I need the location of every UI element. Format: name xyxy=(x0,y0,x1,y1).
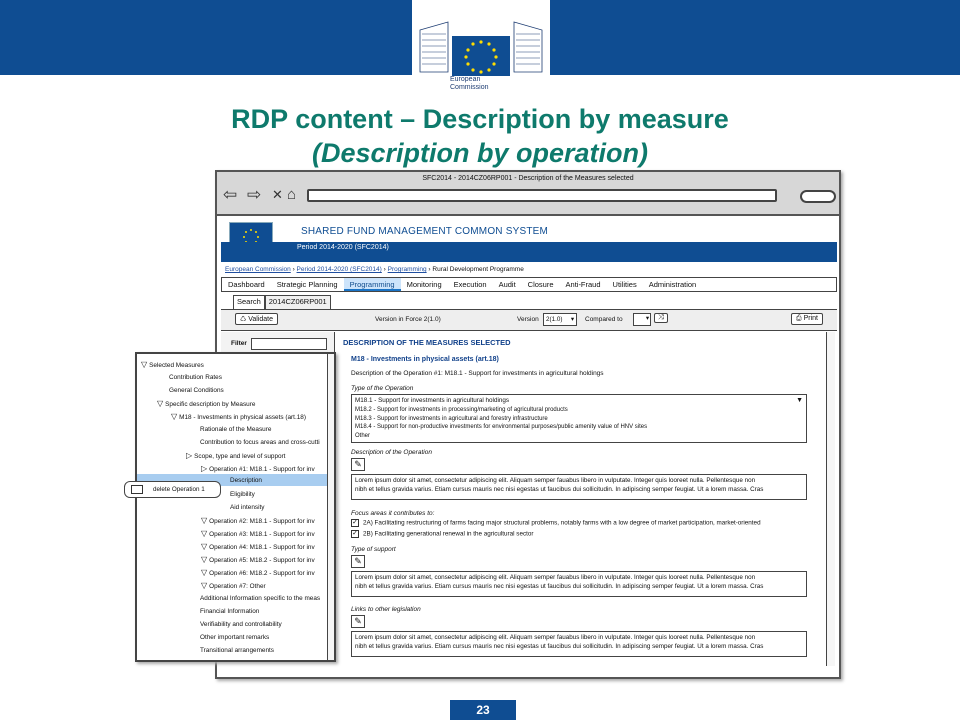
focus-label: Focus areas it contributes to: xyxy=(351,510,435,517)
focus-item-2-label: 2B) Facilitating generational renewal in the agricultural sector xyxy=(363,530,534,538)
description-text-1: Lorem ipsum dolor sit amet, consectetur adipiscing elit. Aliquam semper fauabus libero in vulputate. Integer quis looreet nulla. Pellentesque non xyxy=(355,477,756,484)
chevron-down-icon: ▼ xyxy=(796,397,803,404)
menu-anti-fraud[interactable]: Anti-Fraud xyxy=(565,280,601,289)
tree-item[interactable] xyxy=(200,633,269,642)
tab-bar xyxy=(233,295,331,309)
type-option-4[interactable]: Other xyxy=(355,432,371,439)
links-text-2: nibh et tellus gravida varius. Etiam cursus mauris nec nisi egestas ut faucibus dui sollicitudin. In adipiscing semper feugiat. Ut a lorem massa. Cras xyxy=(355,643,764,650)
triangle-down-icon: ▽ xyxy=(171,412,178,421)
description-text-2: nibh et tellus gravida varius. Etiam cursus mauris nec nisi egestas ut faucibus dui sollicitudin. In adipiscing semper feugiat. Ut a lorem massa. Cras xyxy=(355,486,764,493)
triangle-down-icon: ▽ xyxy=(201,516,208,525)
tree-item[interactable] xyxy=(200,594,320,603)
menu-closure[interactable]: Closure xyxy=(527,280,554,289)
tab-search[interactable]: Search xyxy=(233,295,265,309)
measure-tree xyxy=(135,352,336,662)
menu-programming[interactable]: Programming xyxy=(344,278,401,291)
description-label: Description of the Operation xyxy=(351,449,432,456)
tree-item[interactable] xyxy=(200,620,282,629)
tree-item-label: Additional Information specific to the meas xyxy=(200,595,321,602)
printer-icon: ⎙ xyxy=(796,315,802,322)
version-select-value: 2(1.0) xyxy=(546,316,563,323)
tree-item-label: Operation #5: M18.2 - Support for inv xyxy=(209,557,315,564)
pencil-icon[interactable]: ✎ xyxy=(351,615,365,628)
version-label: Version xyxy=(517,316,539,323)
links-label: Links to other legislation xyxy=(351,606,421,613)
home-icon[interactable]: ⌂ xyxy=(287,186,297,203)
compared-to-label: Compared to xyxy=(585,316,623,323)
content-scrollbar[interactable] xyxy=(826,332,835,666)
app-name: SHARED FUND MANAGEMENT COMMON SYSTEM xyxy=(301,226,549,237)
tree-item-label: Operation #2: M18.1 - Support for inv xyxy=(209,518,315,525)
tree-item-label: Verifiability and controllability xyxy=(200,621,282,628)
compared-to-select[interactable] xyxy=(633,313,651,326)
sfc-header xyxy=(221,222,837,244)
tree-item-label: Rationale of the Measure xyxy=(200,426,272,433)
tree-item[interactable] xyxy=(201,542,315,552)
version-in-force xyxy=(375,316,441,323)
tree-item[interactable] xyxy=(201,529,315,539)
delete-icon xyxy=(131,485,143,494)
address-bar[interactable] xyxy=(307,189,777,202)
context-menu-label: delete Operation 1 xyxy=(153,486,205,493)
breadcrumb: European Commission › Period 2014-2020 (SFC2014) › Programming › Rural Development Programme xyxy=(225,266,524,273)
tree-item-label: Financial Information xyxy=(200,608,260,615)
tree-item-label: Selected Measures xyxy=(149,362,204,369)
main-content xyxy=(337,332,825,666)
version-select[interactable] xyxy=(543,313,577,326)
description-field[interactable] xyxy=(351,474,807,500)
tree-item-label: Specific description by Measure xyxy=(165,401,256,408)
compare-button[interactable] xyxy=(654,313,668,323)
filter-label: Filter xyxy=(231,340,247,347)
tree-item-label: Operation #4: M18.1 - Support for inv xyxy=(209,544,315,551)
version-in-force-value: 2(1.0) xyxy=(423,316,441,323)
tree-item[interactable] xyxy=(169,386,224,395)
forward-arrow-icon[interactable]: ⇨ xyxy=(247,185,262,204)
toolbar xyxy=(221,309,837,331)
checkbox-checked[interactable]: ✓ xyxy=(352,519,358,526)
content-heading: DESCRIPTION OF THE MEASURES SELECTED xyxy=(343,338,511,347)
tree-item[interactable] xyxy=(200,607,259,616)
checkbox-checked[interactable]: ✓ xyxy=(352,530,358,537)
triangle-down-icon: ▽ xyxy=(201,542,208,551)
close-icon[interactable]: ✕ xyxy=(272,187,283,202)
menu-audit[interactable]: Audit xyxy=(498,280,516,289)
breadcrumb-link-3[interactable]: Programming xyxy=(387,266,427,273)
validate-icon: ♺ xyxy=(240,316,247,323)
support-text-2: nibh et tellus gravida varius. Etiam cursus mauris nec nisi egestas ut faucibus dui sollicitudin. In adipiscing semper feugiat. Ut a lorem massa. Cras xyxy=(355,583,764,590)
ec-building-icon xyxy=(412,0,550,76)
tree-item[interactable] xyxy=(201,568,315,578)
main-menu xyxy=(221,277,837,292)
triangle-down-icon: ▽ xyxy=(201,529,208,538)
tree-item-label: Contribution to focus areas and cross-cutti xyxy=(200,439,320,446)
tree-item[interactable] xyxy=(200,438,320,447)
links-text-1: Lorem ipsum dolor sit amet, consectetur adipiscing elit. Aliquam semper fauabus libero in vulputate. Integer quis looreet nulla. Pellentesque non xyxy=(355,634,756,641)
slide-subtitle: (Description by operation) xyxy=(311,138,649,168)
tab-programme[interactable]: 2014CZ06RP001 xyxy=(265,295,331,309)
validate-button[interactable] xyxy=(235,313,278,325)
validate-label: Validate xyxy=(248,316,274,323)
tree-item-label: Operation #6: M18.2 - Support for inv xyxy=(209,570,315,577)
type-option-1[interactable]: M18.2 - Support for investments in processing/marketing of agricultural products xyxy=(355,407,568,413)
links-field[interactable] xyxy=(351,631,807,657)
menu-dashboard[interactable]: Dashboard xyxy=(228,280,265,289)
org-line-2: Commission xyxy=(450,84,489,91)
tree-item-label: Operation #3: M18.1 - Support for inv xyxy=(209,531,315,538)
triangle-down-icon: ▽ xyxy=(157,399,164,408)
triangle-right-icon: ▷ xyxy=(186,451,193,460)
menu-monitoring[interactable]: Monitoring xyxy=(406,280,442,289)
tree-item-label: M18 - Investments in physical assets (art.18) xyxy=(179,414,306,421)
support-text-1: Lorem ipsum dolor sit amet, consectetur adipiscing elit. Aliquam semper fauabus libero in vulputate. Integer quis looreet nulla. Pellentesque non xyxy=(355,574,756,581)
menu-administration[interactable]: Administration xyxy=(648,280,697,289)
triangle-right-icon: ▷ xyxy=(201,464,208,473)
chevron-down-icon: ▾ xyxy=(570,316,574,323)
browser-chrome xyxy=(217,172,839,216)
tree-item[interactable] xyxy=(201,555,315,565)
browser-search-field[interactable] xyxy=(800,190,836,203)
measure-title: M18 - Investments in physical assets (art.18) xyxy=(351,356,499,363)
triangle-down-icon: ▽ xyxy=(201,555,208,564)
type-selected: M18.1 - Support for investments in agricultural holdings xyxy=(355,397,510,404)
tree-item[interactable] xyxy=(201,516,315,526)
type-label: Type of the Operation xyxy=(351,385,414,392)
shuffle-icon: ⤨ xyxy=(658,314,664,321)
tree-item-label: General Conditions xyxy=(169,387,224,394)
menu-execution[interactable]: Execution xyxy=(453,280,487,289)
tree-item-label: Operation #7: Other xyxy=(209,583,266,590)
tree-item[interactable] xyxy=(230,490,255,499)
type-option-2[interactable]: M18.3 - Support for investments in agricultural and forestry infrastructure xyxy=(355,415,548,422)
tree-scrollbar[interactable] xyxy=(327,354,336,660)
tree-item-label: Eligibility xyxy=(230,491,255,498)
ec-logo-text xyxy=(450,76,510,92)
tree-item[interactable] xyxy=(230,503,264,512)
back-arrow-icon[interactable]: ⇦ xyxy=(223,185,238,204)
tree-item[interactable] xyxy=(201,581,266,591)
type-option-3[interactable]: M18.4 - Support for non-productive investments for environmental purposes/public amenity value of HNV sites xyxy=(355,424,648,430)
tree-item-label: Operation #1: M18.1 - Support for inv xyxy=(209,466,315,473)
support-field[interactable] xyxy=(351,571,807,597)
menu-utilities[interactable]: Utilities xyxy=(612,280,637,289)
tree-item-label: Aid intensity xyxy=(230,504,265,511)
focus-item-1-label: 2A) Facilitating restructuring of farms facing major structural problems, notably farms with a low degree of market participation, market-oriented xyxy=(363,519,761,527)
version-in-force-label: Version in Force xyxy=(375,316,422,323)
app-period: Period 2014-2020 (SFC2014) xyxy=(297,244,389,251)
tree-item[interactable] xyxy=(201,464,315,474)
tree-item[interactable] xyxy=(200,425,271,434)
pencil-icon[interactable]: ✎ xyxy=(351,555,365,568)
breadcrumb-current: Rural Development Programme xyxy=(432,266,524,273)
filter-input[interactable] xyxy=(251,338,327,350)
type-dropdown-list[interactable] xyxy=(351,405,807,443)
operation-description: Description of the Operation #1: M18.1 - Support for investments in agricultural holdings xyxy=(351,370,604,377)
print-button[interactable] xyxy=(791,313,823,325)
tree-item[interactable] xyxy=(186,451,285,461)
focus-item-2 xyxy=(351,530,533,538)
print-label: Print xyxy=(803,315,818,322)
pencil-icon[interactable]: ✎ xyxy=(351,458,365,471)
tree-item-label: Other important remarks xyxy=(200,634,270,641)
window-title: SFC2014 - 2014CZ06RP001 - Description of the Measures selected xyxy=(422,175,634,182)
tree-item-label: Scope, type and level of support xyxy=(194,453,286,460)
tree-item[interactable] xyxy=(169,373,222,382)
page-number: 23 xyxy=(450,700,516,720)
context-menu-delete[interactable] xyxy=(124,481,221,498)
chevron-down-icon: ▾ xyxy=(645,315,649,322)
org-line-1: European xyxy=(450,76,481,83)
tree-item-label: Description xyxy=(230,477,262,484)
tree-item-label: Contribution Rates xyxy=(169,374,222,381)
triangle-down-icon: ▽ xyxy=(201,568,208,577)
tree-item[interactable] xyxy=(141,360,204,370)
triangle-down-icon: ▽ xyxy=(201,581,208,590)
tree-item-selected[interactable] xyxy=(230,476,262,485)
support-label: Type of support xyxy=(351,546,396,553)
tree-item[interactable] xyxy=(200,646,274,655)
slide-title: RDP content – Description by measure xyxy=(231,104,729,134)
breadcrumb-link-1[interactable]: European Commission xyxy=(225,266,291,273)
tree-item[interactable] xyxy=(157,399,255,409)
tree-item[interactable] xyxy=(171,412,306,422)
focus-item-1 xyxy=(351,519,761,527)
breadcrumb-link-2[interactable]: Period 2014-2020 (SFC2014) xyxy=(296,266,382,273)
tree-item-label: Transitional arrangements xyxy=(200,647,275,654)
triangle-down-icon: ▽ xyxy=(141,360,148,369)
menu-strategic-planning[interactable]: Strategic Planning xyxy=(276,280,338,289)
